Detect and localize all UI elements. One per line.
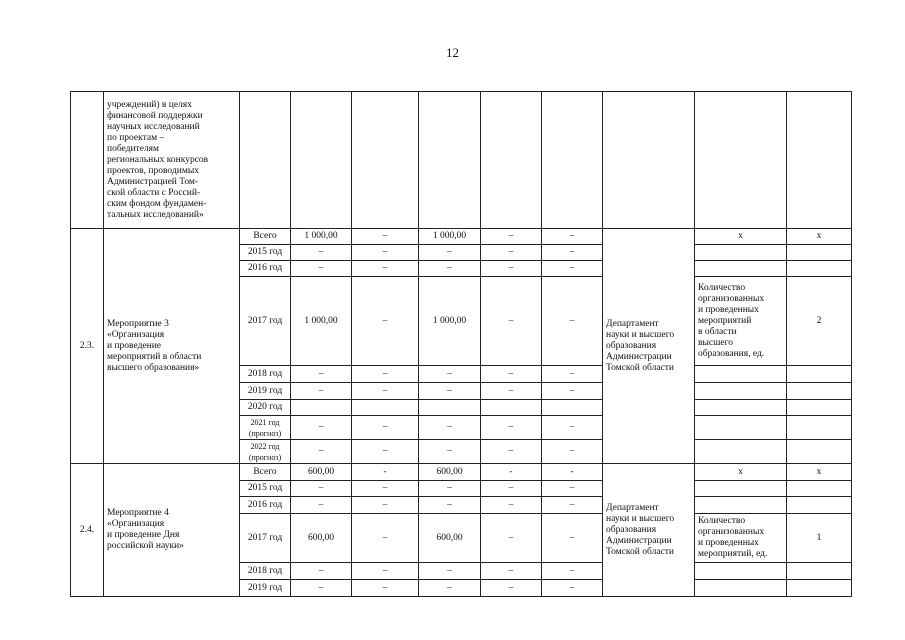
page-number: 12 — [446, 45, 459, 60]
value-cell-v1: – — [291, 580, 352, 597]
indicator-name-cell — [695, 497, 787, 514]
year-cell — [240, 383, 291, 400]
value-cell-v1: 1 000,00 — [291, 277, 352, 366]
program-table — [70, 91, 852, 597]
indicator-value — [787, 383, 852, 400]
value-cell-v5: – — [542, 383, 603, 400]
value-cell-v3 — [419, 400, 481, 416]
value-cell-v2: – — [352, 440, 419, 464]
indicator-name-cell — [695, 481, 787, 497]
value-cell-v3: 1 000,00 — [419, 229, 481, 245]
value-cell-v4: – — [481, 383, 542, 400]
year-cell — [240, 440, 291, 464]
value-cell-v1: – — [291, 245, 352, 261]
year-cell — [240, 400, 291, 416]
year-cell — [240, 514, 291, 563]
value-cell-v5: – — [542, 245, 603, 261]
year-label: 2019 год — [247, 582, 283, 593]
value-cell-v1: 600,00 — [291, 514, 352, 563]
measure-name-cell — [104, 92, 240, 229]
measure-name-cell — [104, 464, 240, 597]
value-cell-v2: – — [352, 366, 419, 383]
value-cell-v5: – — [542, 229, 603, 245]
year-cell — [240, 563, 291, 580]
value-cell-v2: – — [352, 580, 419, 597]
value-cell-v4: – — [481, 514, 542, 563]
indicator-name-cell — [695, 440, 787, 464]
value-cell-v3: 1 000,00 — [419, 277, 481, 366]
value-cell-v5: – — [542, 261, 603, 277]
year-cell — [240, 245, 291, 261]
indicator-value: х — [787, 464, 852, 481]
value-cell-v1: – — [291, 383, 352, 400]
year-label: 2015 год — [247, 483, 283, 493]
value-cell-v1: – — [291, 416, 352, 440]
year-cell — [240, 497, 291, 514]
indicator-value — [787, 416, 852, 440]
value-cell-v3: – — [419, 245, 481, 261]
executor-cell — [603, 464, 695, 597]
indicator-name-cell — [695, 514, 787, 563]
value-cell-v1: – — [291, 261, 352, 277]
indicator-value: х — [787, 229, 852, 245]
value-cell-v4: – — [481, 277, 542, 366]
indicator-value: 2 — [787, 277, 852, 366]
value-cell-v4: – — [481, 229, 542, 245]
indicator-name: Количество организованных и проведенных мероприятий, ед. — [698, 516, 768, 559]
year-label: Всего — [253, 231, 277, 241]
value-cell-v3: – — [419, 580, 481, 597]
year-label: 2018 год — [247, 368, 283, 379]
value-cell-v5: – — [542, 481, 603, 497]
value-cell-v1: – — [291, 440, 352, 464]
executor-name: Департамент науки и высшего образования Администрации Томской области — [606, 502, 675, 557]
indicator-name-cell — [695, 464, 787, 481]
value-cell-v4: – — [481, 481, 542, 497]
value-cell-v4: – — [481, 563, 542, 580]
indicator-value — [787, 481, 852, 497]
indicator-name-cell — [695, 400, 787, 416]
indicator-name-cell — [695, 261, 787, 277]
value-cell-v5: – — [542, 277, 603, 366]
year-cell — [240, 229, 291, 245]
value-cell-v2: - — [352, 464, 419, 481]
value-cell-v4: – — [481, 261, 542, 277]
table-row — [71, 229, 852, 245]
indicator-name-cell — [695, 580, 787, 597]
indicator-value — [787, 245, 852, 261]
value-cell-v4: – — [481, 366, 542, 383]
value-cell-v3: – — [419, 366, 481, 383]
value-cell-v3: – — [419, 261, 481, 277]
value-cell-v2: – — [352, 229, 419, 245]
value-cell-v5: – — [542, 514, 603, 563]
table-row — [71, 464, 852, 481]
value-cell-v1: – — [291, 481, 352, 497]
value-cell-v4: – — [481, 416, 542, 440]
measure-name-cell — [104, 229, 240, 464]
value-cell-v2 — [352, 400, 419, 416]
year-label: 2022 год (прогноз) — [248, 441, 282, 462]
value-cell-v2: – — [352, 416, 419, 440]
value-cell-v5: – — [542, 580, 603, 597]
measure-name: Мероприятие 4 «Организация и проведение Дня российской науки» — [107, 508, 184, 551]
indicator-name-cell — [695, 563, 787, 580]
value-cell-v2: – — [352, 277, 419, 366]
indicator-name-cell — [695, 277, 787, 366]
indicator-value — [787, 440, 852, 464]
year-label: 2017 год — [247, 532, 283, 543]
year-cell — [240, 416, 291, 440]
value-cell-v5: - — [542, 464, 603, 481]
indicator-name-cell — [695, 229, 787, 245]
year-label: 2016 год — [247, 499, 283, 510]
measure-number: 2.4. — [71, 464, 104, 597]
value-cell-v3: – — [419, 481, 481, 497]
value-cell-v4: – — [481, 440, 542, 464]
year-cell — [240, 277, 291, 366]
value-cell-v2: – — [352, 497, 419, 514]
indicator-value — [787, 580, 852, 597]
value-cell-v2: – — [352, 383, 419, 400]
value-cell-v4: - — [481, 464, 542, 481]
value-cell-v2: – — [352, 245, 419, 261]
value-cell-v1: – — [291, 563, 352, 580]
executor-name: Департамент науки и высшего образования Администрации Томской области — [606, 318, 675, 373]
year-label: 2015 год — [247, 247, 283, 257]
value-cell-v2: – — [352, 563, 419, 580]
year-label: 2016 год — [247, 263, 283, 273]
indicator-name: х — [738, 466, 743, 477]
value-cell-v3: – — [419, 497, 481, 514]
indicator-value — [787, 366, 852, 383]
indicator-name-cell — [695, 416, 787, 440]
value-cell-v3: – — [419, 440, 481, 464]
value-cell-v1: – — [291, 497, 352, 514]
value-cell-v2: – — [352, 481, 419, 497]
year-cell — [240, 580, 291, 597]
value-cell-v4: – — [481, 497, 542, 514]
year-cell — [240, 481, 291, 497]
measure-number: 2.3. — [71, 229, 104, 464]
indicator-value — [787, 261, 852, 277]
value-cell-v3: – — [419, 416, 481, 440]
year-cell — [240, 261, 291, 277]
value-cell-v5: – — [542, 563, 603, 580]
value-cell-v3: 600,00 — [419, 464, 481, 481]
year-label: 2017 год — [247, 315, 283, 326]
year-label: 2019 год — [247, 385, 283, 396]
value-cell-v1: – — [291, 366, 352, 383]
table-row — [71, 92, 852, 229]
year-cell — [240, 464, 291, 481]
value-cell-v1: 600,00 — [291, 464, 352, 481]
year-label: 2020 год — [247, 402, 283, 412]
indicator-value — [787, 563, 852, 580]
year-label: Всего — [253, 466, 277, 477]
indicator-value: 1 — [787, 514, 852, 563]
value-cell-v5 — [542, 400, 603, 416]
year-cell — [240, 366, 291, 383]
indicator-name-cell — [695, 383, 787, 400]
value-cell-v3: 600,00 — [419, 514, 481, 563]
measure-name: учреждений) в целях финансовой поддержки научных исследований по проектам – победителям региональных конкурсов проектов, проводимых Администрацией Том- ской области с Россий- ским фондом фундамен- тальных исследований» — [107, 99, 209, 220]
indicator-name: Количество организованных и проведенных мероприятий в области высшего образования, ед. — [698, 282, 765, 359]
value-cell-v2: – — [352, 514, 419, 563]
num-cell — [71, 92, 104, 229]
executor-cell — [603, 229, 695, 464]
value-cell-v4: – — [481, 580, 542, 597]
value-cell-v1 — [291, 400, 352, 416]
year-label: 2021 год (прогноз) — [248, 417, 282, 438]
value-cell-v2: – — [352, 261, 419, 277]
value-cell-v5: – — [542, 366, 603, 383]
indicator-name: х — [738, 231, 743, 241]
value-cell-v4 — [481, 400, 542, 416]
indicator-value — [787, 497, 852, 514]
year-label: 2018 год — [247, 565, 283, 576]
indicator-name-cell — [695, 245, 787, 261]
value-cell-v4: – — [481, 245, 542, 261]
indicator-name-cell — [695, 366, 787, 383]
measure-name: Мероприятие 3 «Организация и проведение мероприятий в области высшего образования» — [107, 318, 202, 373]
value-cell-v5: – — [542, 440, 603, 464]
value-cell-v3: – — [419, 383, 481, 400]
value-cell-v5: – — [542, 497, 603, 514]
indicator-value — [787, 400, 852, 416]
value-cell-v5: – — [542, 416, 603, 440]
value-cell-v3: – — [419, 563, 481, 580]
value-cell-v1: 1 000,00 — [291, 229, 352, 245]
